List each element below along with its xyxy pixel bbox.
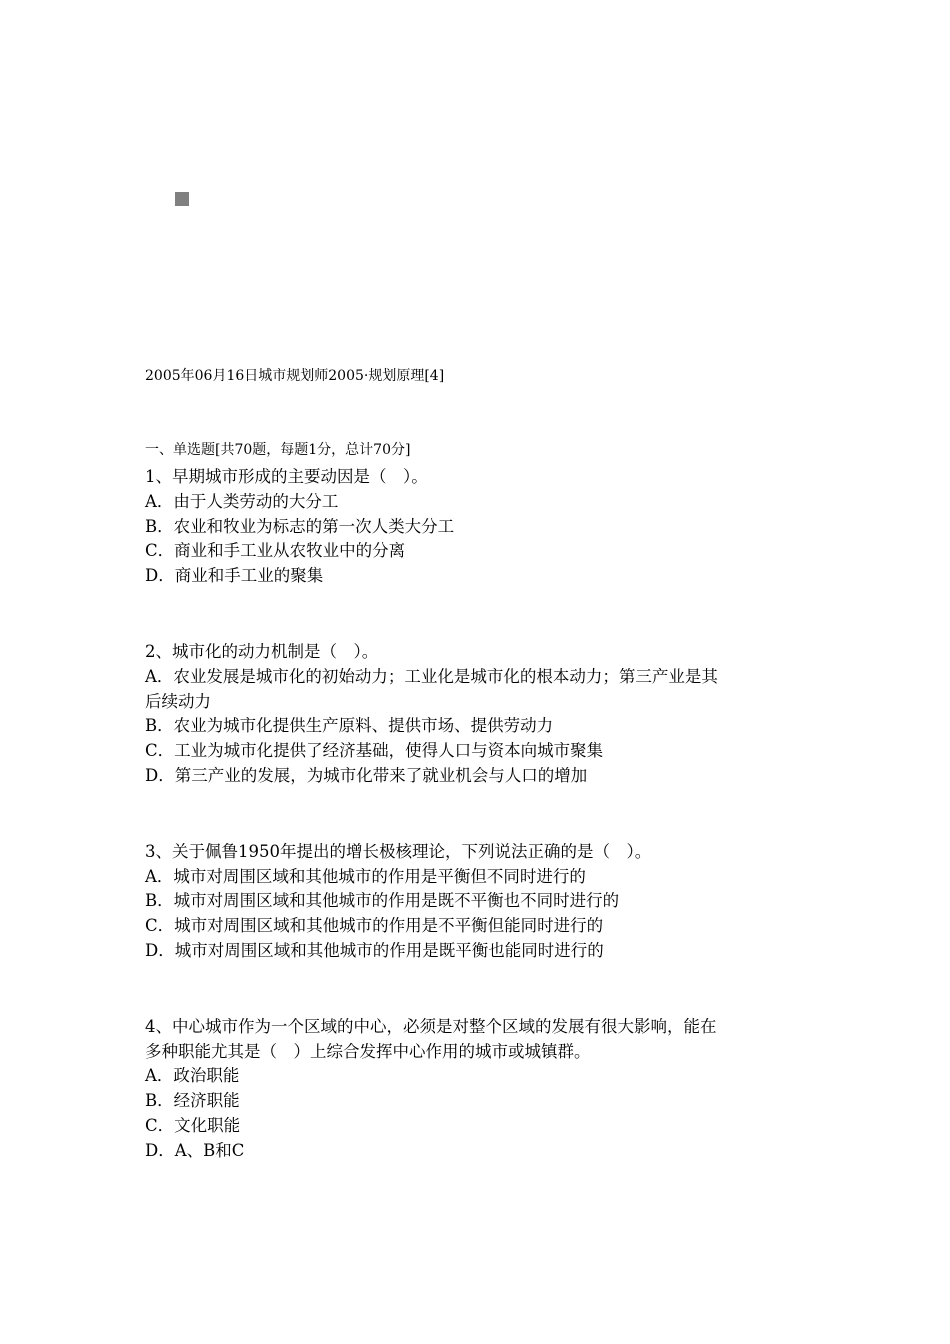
option-d: D．第三产业的发展，为城市化带来了就业机会与人口的增加: [145, 765, 588, 785]
question-stem: 3、关于佩鲁1950年提出的增长极核理论，下列说法正确的是（ ）。: [145, 841, 652, 861]
option-a: A．农业发展是城市化的初始动力；工业化是城市化的根本动力；第三产业是其: [145, 666, 718, 686]
option-b: B．农业为城市化提供生产原料、提供市场、提供劳动力: [145, 716, 554, 736]
option-d: D．城市对周围区域和其他城市的作用是既平衡也能同时进行的: [145, 940, 604, 960]
option-d: D．A、B和C: [145, 1140, 245, 1160]
question-2: [145, 640, 815, 789]
question-stem-continued: 多种职能尤其是（ ）上综合发挥中心作用的城市或城镇群。: [145, 1041, 591, 1061]
option-a: A．政治职能: [145, 1066, 240, 1086]
section-header: 一、单选题[共70题，每题1分，总计70分]: [145, 442, 411, 458]
option-b: B．农业和牧业为标志的第一次人类大分工: [145, 516, 455, 536]
question-3: [145, 840, 815, 964]
option-c: C．商业和手工业从农牧业中的分离: [145, 541, 406, 561]
question-stem: 2、城市化的动力机制是（ ）。: [145, 641, 379, 661]
question-1: [145, 465, 815, 589]
question-4: [145, 1015, 815, 1164]
option-b: B．城市对周围区域和其他城市的作用是既不平衡也不同时进行的: [145, 891, 620, 911]
document-title: 2005年06月16日城市规划师2005·规划原理[4]: [145, 368, 445, 384]
document-body: [145, 440, 815, 1164]
option-b: B．经济职能: [145, 1091, 240, 1111]
option-a: A．由于人类劳动的大分工: [145, 491, 339, 511]
option-d: D．商业和手工业的聚集: [145, 566, 324, 586]
square-bullet-icon: [175, 192, 189, 206]
option-a-continued: 后续动力: [145, 691, 211, 711]
question-stem: 1、早期城市形成的主要动因是（ ）。: [145, 467, 428, 486]
option-a: A．城市对周围区域和其他城市的作用是平衡但不同时进行的: [145, 866, 586, 886]
option-c: C．文化职能: [145, 1115, 241, 1135]
question-stem: 4、中心城市作为一个区域的中心，必须是对整个区域的发展有很大影响，能在: [145, 1016, 717, 1036]
option-c: C．工业为城市化提供了经济基础，使得人口与资本向城市聚集: [145, 741, 604, 761]
option-c: C．城市对周围区域和其他城市的作用是不平衡但能同时进行的: [145, 916, 604, 936]
